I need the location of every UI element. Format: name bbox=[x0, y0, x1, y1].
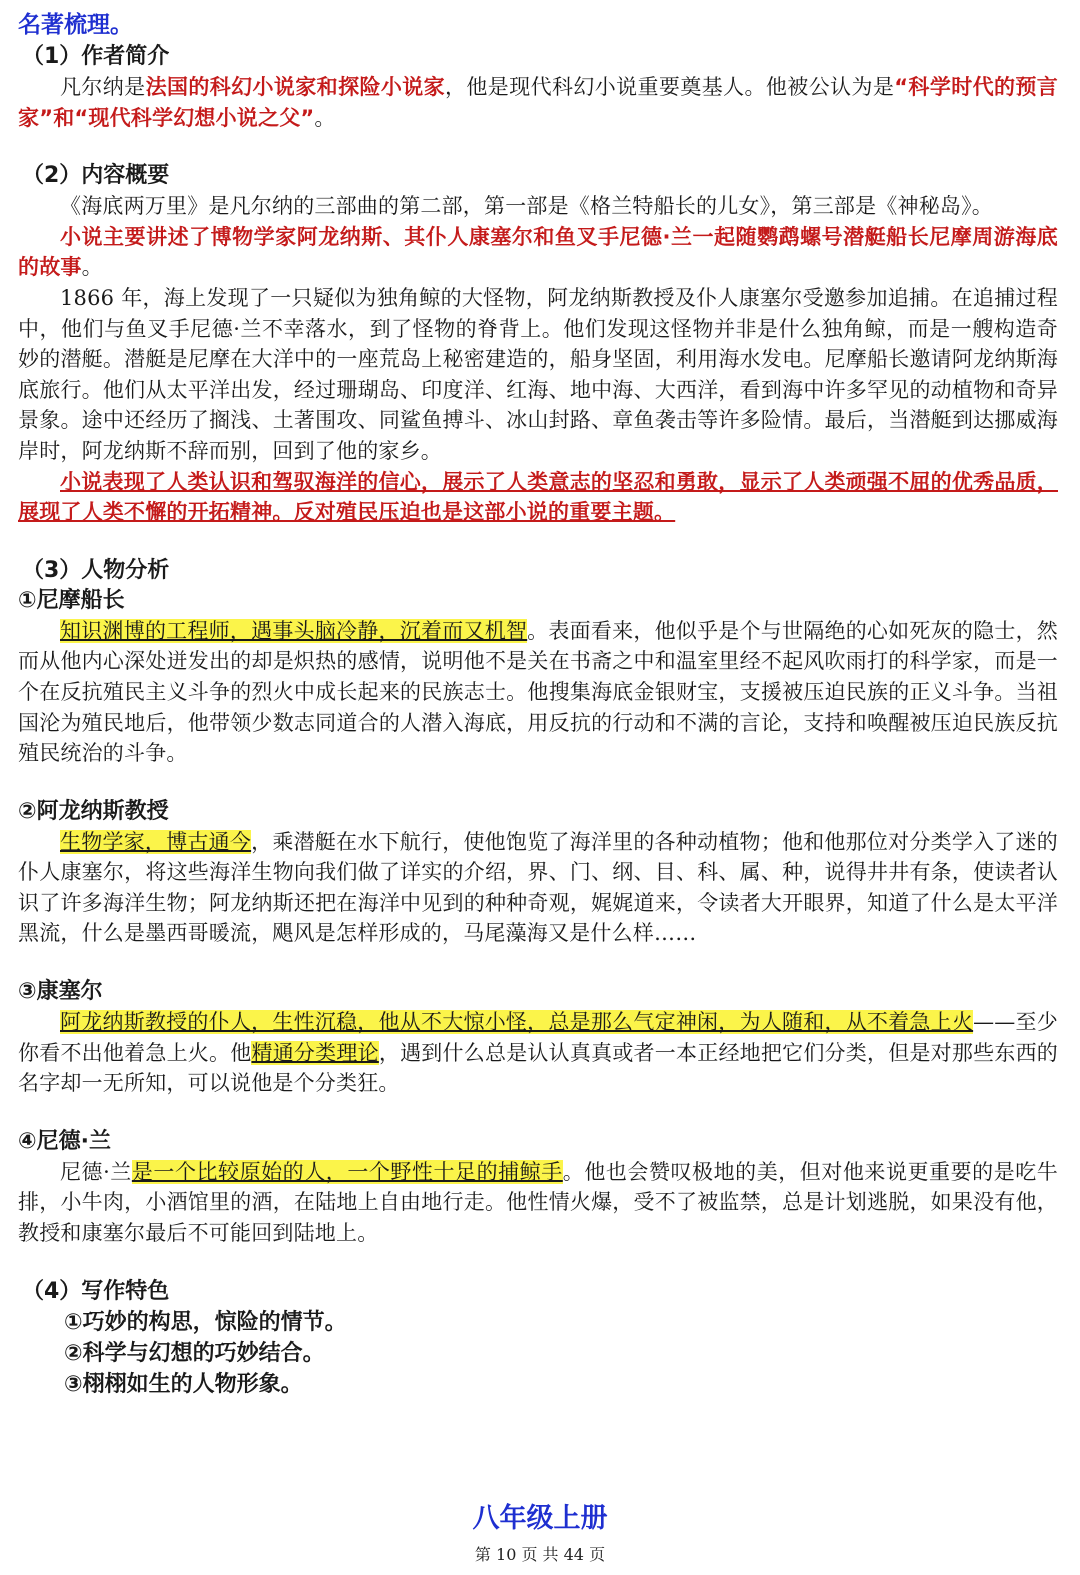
footer-grade-title: 八年级上册 bbox=[472, 1503, 608, 1534]
character-aronnax-paragraph: 生物学家，博古通今，乘潜艇在水下航行，使他饱览了海洋里的各种动植物；他和他那位对分类学入了迷的仆人康塞尔，将这些海洋生物向我们做了详实的介绍，界、门、纲、目、科、属、种，说得井井有条，使读者认识了许多海洋生物；阿龙纳斯还把在海洋中见到的种种奇观，娓娓道来，令读者大开眼界，知道了什么是太平洋黑流，什么是墨西哥暖流，飓风是怎样形成的，马尾藻海又是什么样…… bbox=[18, 829, 1058, 946]
ned-trait-highlight: 是一个比较原始的人，一个野性十足的捕鲸手 bbox=[131, 1159, 563, 1184]
section-author-heading: （1）作者简介 bbox=[22, 44, 170, 69]
character-nemo-heading: ①尼摩船长 bbox=[18, 587, 125, 613]
writing-feature-item: ①巧妙的构思，惊险的情节。 bbox=[64, 1309, 347, 1335]
conseil-trait-highlight: 阿龙纳斯教授的仆人，生性沉稳，他从不大惊小怪，总是那么气定神闲，为人随和，从不着急上火 bbox=[60, 1010, 974, 1035]
trilogy-paragraph: 《海底两万里》是凡尔纳的三部曲的第二部，第一部是《格兰特船长的儿女》，第三部是《神秘岛》。 bbox=[60, 194, 993, 219]
theme-highlight: 小说表现了人类认识和驾驭海洋的信心，展示了人类意志的坚忍和勇敢，显示了人类顽强不屈的优秀品质，展现了人类不懈的开拓精神。反对殖民压迫也是这部小说的重要主题。 bbox=[18, 469, 1058, 525]
author-titles-highlight: “科学时代的预言家”和“现代科学幻想小说之父” bbox=[18, 75, 1058, 130]
main-story-paragraph: 小说主要讲述了博物学家阿龙纳斯、其仆人康塞尔和鱼叉手尼德·兰一起随鹦鹉螺号潜艇船长尼摩周游海底的故事。 bbox=[18, 224, 1058, 280]
footer-page-number: 第 10 页 共 44 页 bbox=[474, 1545, 606, 1564]
character-ned-heading: ④尼德·兰 bbox=[18, 1128, 111, 1154]
author-paragraph: 凡尔纳是法国的科幻小说家和探险小说家，他是现代科幻小说重要奠基人。他被公认为是“科学时代的预言家”和“现代科学幻想小说之父”。 bbox=[18, 75, 1058, 130]
nemo-trait-highlight: 知识渊博的工程师，遇事头脑冷静，沉着而又机智 bbox=[60, 618, 528, 643]
character-aronnax-heading: ②阿龙纳斯教授 bbox=[18, 798, 169, 824]
section-summary-heading: （2）内容概要 bbox=[22, 163, 170, 189]
section-characters-heading: （3）人物分析 bbox=[22, 557, 170, 583]
theme-paragraph bbox=[18, 467, 1058, 528]
main-story-highlight: 小说主要讲述了博物学家阿龙纳斯、其仆人康塞尔和鱼叉手尼德·兰一起随鹦鹉螺号潜艇船长尼摩周游海底的故事 bbox=[18, 224, 1058, 280]
author-nationality-highlight: 法国的科幻小说家和探险小说家 bbox=[145, 75, 446, 99]
character-conseil-heading: ③康塞尔 bbox=[18, 979, 103, 1005]
page-title: 名著梳理。 bbox=[18, 12, 133, 38]
section-writing-heading: （4）写作特色 bbox=[22, 1278, 170, 1304]
plot-paragraph: 1866 年，海上发现了一只疑似为独角鲸的大怪物，阿龙纳斯教授及仆人康塞尔受邀参加追捕。在追捕过程中，他们与鱼叉手尼德·兰不幸落水，到了怪物的脊背上。他们发现这怪物并非是什么独角鲸，而是一艘构造奇妙的潜艇。潜艇是尼摩在大洋中的一座荒岛上秘密建造的，船身坚固，利用海水发电。尼摩船长邀请阿龙纳斯海底旅行。他们从太平洋出发，经过珊瑚岛、印度洋、红海、地中海、大西洋，看到海中许多罕见的动植物和奇异景象。途中还经历了搁浅、土著围攻、同鲨鱼搏斗、冰山封路、章鱼袭击等许多险情。最后，当潜艇到达挪威海岸时，阿龙纳斯不辞而别，回到了他的家乡。 bbox=[18, 285, 1058, 463]
writing-feature-item: ③栩栩如生的人物形象。 bbox=[64, 1371, 303, 1397]
conseil-skill-highlight: 精通分类理论 bbox=[251, 1040, 379, 1065]
document-page bbox=[18, 8, 1058, 1400]
character-conseil-paragraph: 阿龙纳斯教授的仆人，生性沉稳，他从不大惊小怪，总是那么气定神闲，为人随和，从不着急上火——至少你看不出他着急上火。他精通分类理论，遇到什么总是认认真真或者一本正经地把它们分类，但是对那些东西的名字却一无所知，可以说他是个分类狂。 bbox=[18, 1010, 1059, 1096]
writing-feature-item: ②科学与幻想的巧妙结合。 bbox=[64, 1340, 325, 1366]
character-nemo-paragraph: 知识渊博的工程师，遇事头脑冷静，沉着而又机智。表面看来，他似乎是个与世隔绝的心如死灰的隐士，然而从他内心深处迸发出的却是炽热的感情，说明他不是关在书斋之中和温室里经不起风吹雨打的科学家，而是一个在反抗殖民主义斗争的烈火中成长起来的民族志士。他搜集海底金银财宝，支援被压迫民族的正义斗争。当祖国沦为殖民地后，他带领少数志同道合的人潜入海底，用反抗的行动和不满的言论，支持和唤醒被压迫民族反抗殖民统治的斗争。 bbox=[18, 618, 1059, 766]
aronnax-trait-highlight: 生物学家，博古通今 bbox=[60, 829, 252, 854]
character-ned-paragraph: 尼德·兰是一个比较原始的人，一个野性十足的捕鲸手。他也会赞叹极地的美，但对他来说更重要的是吃牛排，小牛肉，小酒馆里的酒，在陆地上自由地行走。他性情火爆，受不了被监禁，总是计划逃脱，如果没有他，教授和康塞尔最后不可能回到陆地上。 bbox=[18, 1159, 1058, 1246]
